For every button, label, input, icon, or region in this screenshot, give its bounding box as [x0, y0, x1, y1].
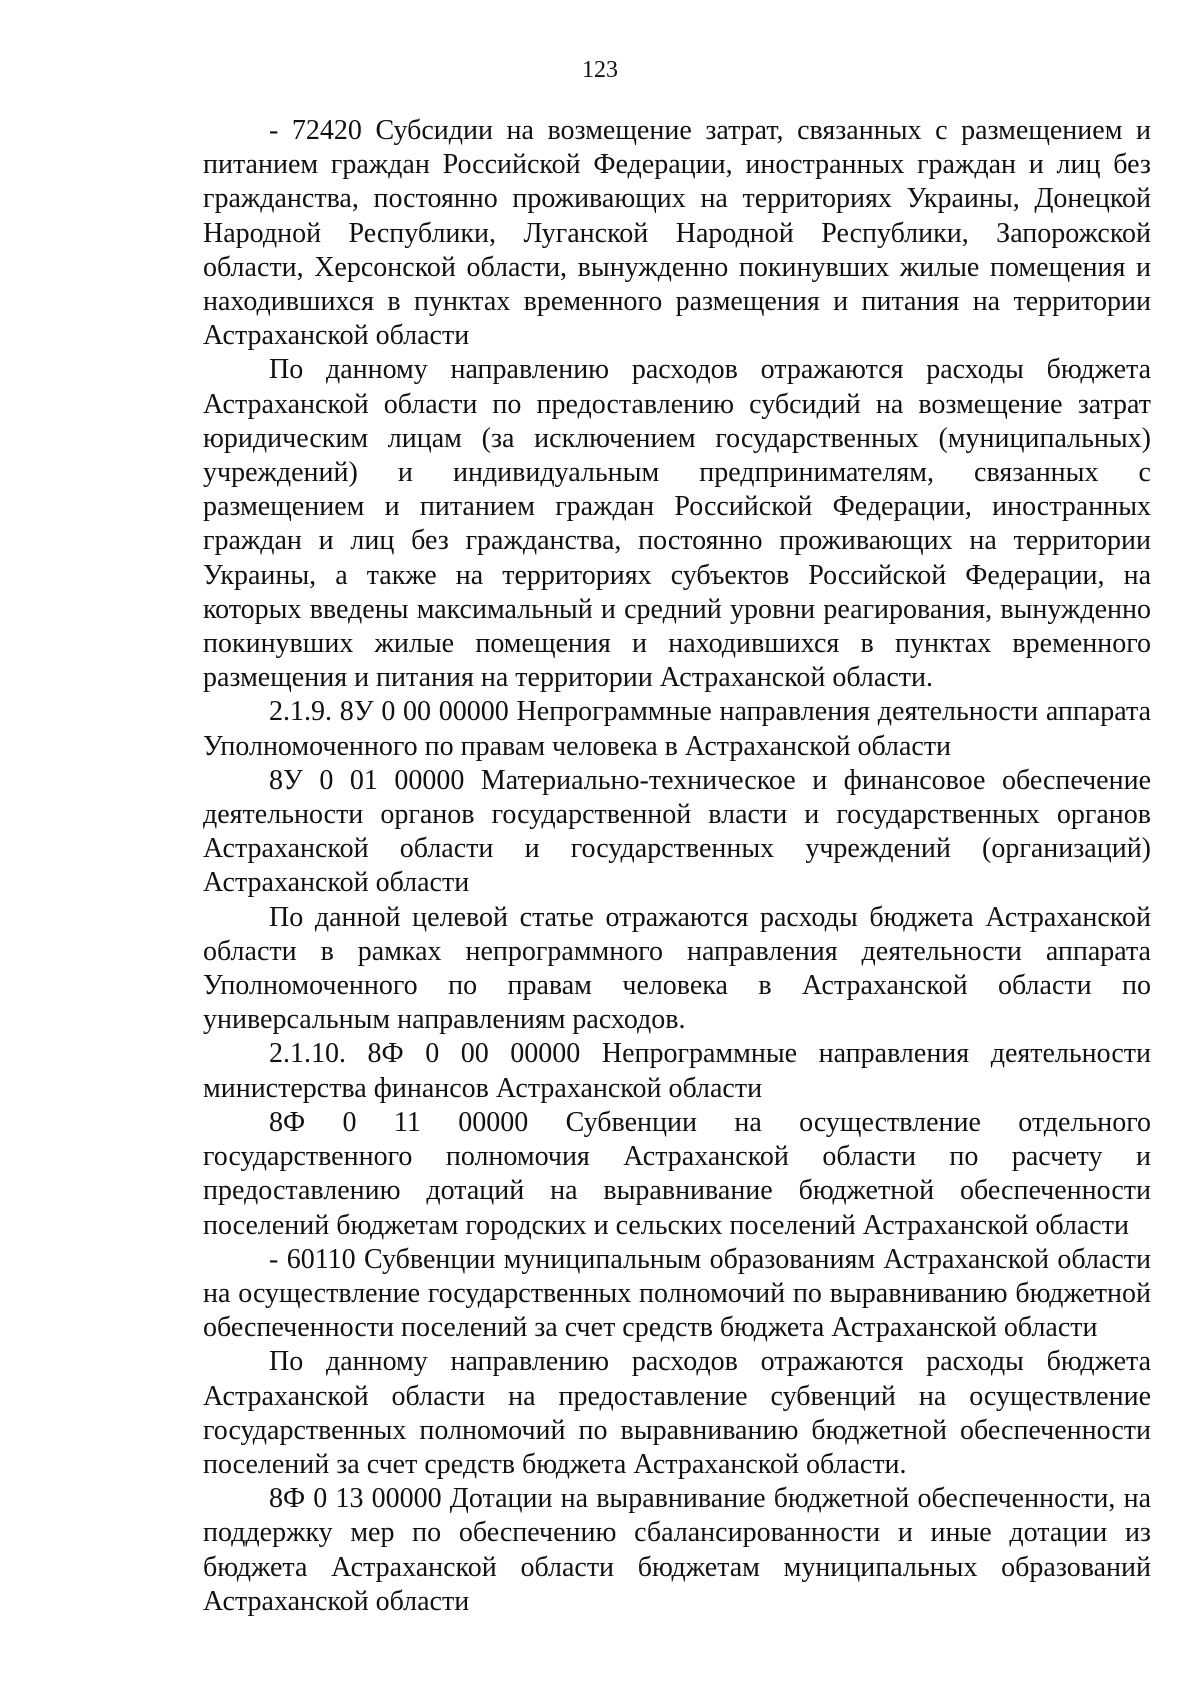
paragraph-72420-description: По данному направлению расходов отражаются расходы бюджета Астраханской области по предоставлению субсидий на возмещение затрат юридическим лицам (за исключением государственных (муниципальных) учреждений) и индивидуальным предпринимателям, связанных с размещением и питанием граждан Российской Федерации, иностранных граждан и лиц без гражданства, постоянно проживающих на территории Украины, а также на территориях субъектов Российской Федерации, на которых введены максимальный и средний уровни реагирования, вынужденно покинувших жилые помещения и находившихся в пунктах временного размещения и питания на территории Астраханской области.: [203, 354, 1151, 694]
paragraph-72420-subsidy-title: - 72420 Субсидии на возмещение затрат, связанных с размещением и питанием граждан Российской Федерации, иностранных граждан и лиц без гражданства, постоянно проживающих на территориях Украины, Донецкой Народной Республики, Луганской Народной Республики, Запорожской области, Херсонской области, вынужденно покинувших жилые помещения и находившихся в пунктах временного размещения и питания на территории Астраханской области: [203, 115, 1151, 352]
paragraph-8f-0-11-title: 8Ф 0 11 00000 Субвенции на осуществление отдельного государственного полномочия Астраханской области по расчету и предоставлению дотаций на выравнивание бюджетной обеспеченности поселений бюджетам городских и сельских поселений Астраханской области: [203, 1106, 1151, 1241]
page-number: 123: [582, 57, 618, 83]
paragraph-60110-description: По данному направлению расходов отражаются расходы бюджета Астраханской области на предоставление субвенций на осуществление государственных полномочий по выравниванию бюджетной обеспеченности поселений за счет средств бюджета Астраханской области.: [203, 1346, 1151, 1480]
paragraph-60110-subvention-title: - 60110 Субвенции муниципальным образованиям Астраханской области на осуществление государственных полномочий по выравниванию бюджетной обеспеченности поселений за счет средств бюджета Астраханской области: [203, 1243, 1151, 1344]
section-heading-2-1-9: 2.1.9. 8У 0 00 00000 Непрограммные направления деятельности аппарата Уполномоченного по правам человека в Астраханской области: [203, 696, 1151, 762]
paragraph-8u-0-01-description: По данной целевой статье отражаются расходы бюджета Астраханской области в рамках непрограммного направления деятельности аппарата Уполномоченного по правам человека в Астраханской области по универсальным направлениям расходов.: [203, 901, 1151, 1036]
paragraph-8u-0-01-title: 8У 0 01 00000 Материально-техническое и финансовое обеспечение деятельности органов государственной власти и государственных органов Астраханской области и государственных учреждений (организаций) Астраханской области: [203, 764, 1151, 899]
section-heading-2-1-10: 2.1.10. 8Ф 0 00 00000 Непрограммные направления деятельности министерства финансов Астраханской области: [203, 1038, 1151, 1104]
paragraph-8f-0-13-title: 8Ф 0 13 00000 Дотации на выравнивание бюджетной обеспеченности, на поддержку мер по обеспечению сбалансированности и иные дотации из бюджета Астраханской области бюджетам муниципальных образований Астраханской области: [203, 1483, 1151, 1617]
document-body: [203, 114, 1151, 1619]
